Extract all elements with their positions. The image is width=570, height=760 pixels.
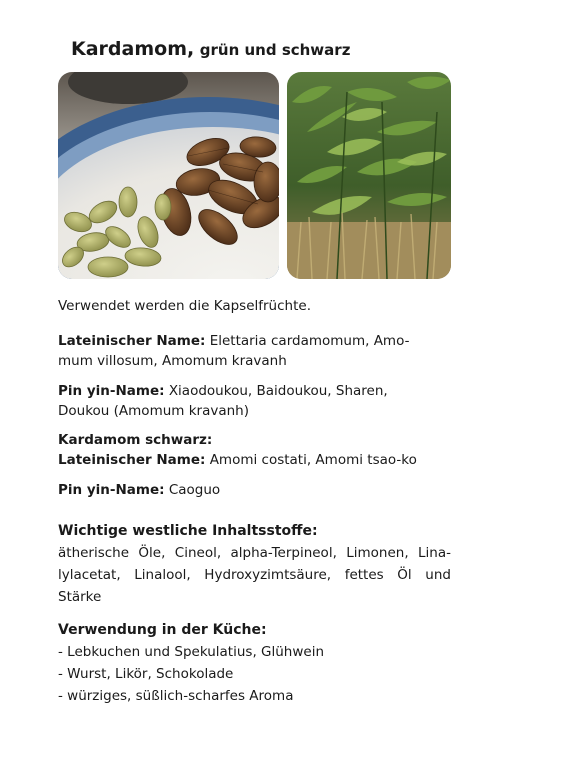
pinyin-name-green — [58, 381, 451, 421]
ingredients-heading: Wichtige westliche Inhaltsstoffe: — [58, 523, 318, 539]
page-title — [71, 38, 350, 60]
black-latin-value: Amomi costati, Amomi tsao-ko — [209, 452, 417, 468]
black-heading: Kardamom schwarz: — [58, 432, 213, 448]
latin-name-green — [58, 331, 451, 371]
list-item: - Wurst, Likör, Schokolade — [58, 666, 234, 682]
cardamom-plant-photo — [287, 72, 451, 279]
latin-value-line2: mum villosum, Amomum kravanh — [58, 353, 287, 369]
pinyin-value-line2: Doukou (Amomum kravanh) — [58, 403, 249, 419]
kitchen-section — [58, 619, 451, 707]
title-sub: grün und schwarz — [199, 41, 351, 59]
intro-text: Verwendet werden die Kapselfrüchte. — [58, 298, 311, 314]
title-main: Kardamom, — [71, 38, 195, 60]
black-pinyin — [58, 480, 451, 500]
black-pinyin-value: Caoguo — [168, 482, 221, 498]
pinyin-label: Pin yin-Name: — [58, 383, 165, 399]
ingredients-line1: ätherische Öle, Cineol, alpha-Terpineol, Limonen, Lina- — [58, 545, 451, 561]
black-latin-label: Lateinischer Name: — [58, 452, 206, 468]
latin-label: Lateinischer Name: — [58, 333, 206, 349]
black-pinyin-label: Pin yin-Name: — [58, 482, 165, 498]
ingredients-line2: lylacetat, Linalool, Hydroxyzimtsäure, fettes Öl und — [58, 567, 451, 583]
kitchen-heading: Verwendung in der Küche: — [58, 622, 267, 638]
ingredients-section — [58, 520, 451, 608]
black-cardamom-section — [58, 430, 451, 470]
latin-value-line1: Elettaria cardamomum, Amo- — [209, 333, 410, 349]
list-item: - würziges, süßlich-scharfes Aroma — [58, 688, 294, 704]
list-item: - Lebkuchen und Spekulatius, Glühwein — [58, 644, 325, 660]
pinyin-value-line1: Xiaodoukou, Baidoukou, Sharen, — [168, 383, 388, 399]
cardamom-pods-photo — [58, 72, 279, 279]
ingredients-line3: Stärke — [58, 589, 102, 605]
